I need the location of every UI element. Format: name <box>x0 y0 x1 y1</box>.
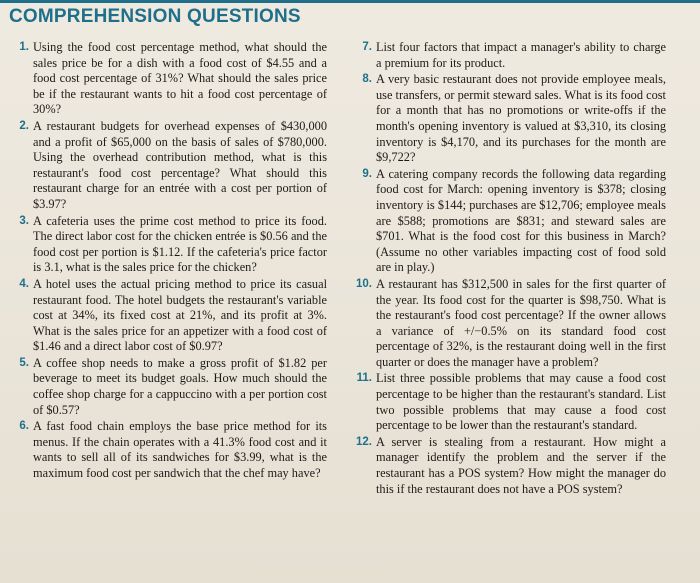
question-text: A cafeteria uses the prime cost method to price its food. The direct labor cost for the chicken entrée is $0.56 and the food cost per portion is $1.12. If the cafeteria's price factor is 3.1, what is the sales price for the chicken? <box>33 213 327 275</box>
question-number: 6. <box>19 420 29 433</box>
question-1 <box>12 40 327 118</box>
section-heading: COMPREHENSION QUESTIONS <box>9 6 301 27</box>
left-column <box>12 40 327 483</box>
question-7 <box>353 40 666 71</box>
question-number: 3. <box>19 214 29 227</box>
question-text: A coffee shop needs to make a gross profit of $1.82 per beverage to meet its budget goals. How much should the coffee shop charge for a cappuccino with a per portion cost of $0.57? <box>33 355 327 417</box>
right-column <box>353 40 666 498</box>
question-text: A restaurant has $312,500 in sales for the first quarter of the year. Its food cost for the quarter is $98,750. What is the restaurant's food cost percentage? If the owner allows a variance of +/−0.5% on its standard food cost percentage of 32%, is the restaurant doing well in the first quarter or does the manager have a problem? <box>376 276 666 369</box>
question-2 <box>12 119 327 213</box>
question-text: List three possible problems that may cause a food cost percentage to be higher than the restaurant's standard. List two possible problems that may cause a food cost percentage to be lower than the restaurant's standard. <box>376 371 666 433</box>
question-text: A hotel uses the actual pricing method to price its casual restaurant food. The hotel budgets the restaurant's variable cost at 34%, its fixed cost at 21%, and its profit at 3%. What is the sales price for an appetizer with a food cost of $1.46 and a direct labor cost of $0.97? <box>33 276 327 354</box>
question-8 <box>353 72 666 166</box>
question-3 <box>12 214 327 276</box>
question-text: A fast food chain employs the base price method for its menus. If the chain operates with a 41.3% food cost and it wants to sell all of its sandwiches for $3.99, what is the maximum food cost per sandwich that the chef may have? <box>33 419 327 481</box>
question-text: A restaurant budgets for overhead expenses of $430,000 and a profit of $65,000 on the basis of sales of $780,000. Using the overhead contribution method, what is this restaurant's food cost percentage? What should this restaurant charge for an entrée with a cost per portion of $3.97? <box>33 118 327 211</box>
question-number: 11. <box>356 372 372 385</box>
question-number: 5. <box>19 356 29 369</box>
question-12 <box>353 435 666 497</box>
question-number: 12. <box>356 435 372 448</box>
question-number: 4. <box>19 277 29 290</box>
question-number: 7. <box>362 41 372 53</box>
question-4 <box>12 277 327 355</box>
question-number: 10. <box>356 277 372 290</box>
question-9 <box>353 167 666 276</box>
question-text: Using the food cost percentage method, what should the sales price be for a dish with a food cost of $4.55 and a food cost percentage of 31%? What should the sales price be if the restaurant wants to hit a food cost percentage of 30%? <box>33 40 327 117</box>
question-5 <box>12 356 327 418</box>
question-10 <box>353 277 666 371</box>
question-number: 1. <box>19 41 29 53</box>
question-text: A server is stealing from a restaurant. How might a manager identify the problem and the server if the restaurant has a POS system? How might the manager do this if the restaurant does not have a POS system? <box>376 434 666 496</box>
question-number: 8. <box>362 73 372 86</box>
question-text: A catering company records the following data regarding food cost for March: opening inventory is $378; closing inventory is $144; purchases are $12,706; employee meals are $588; promotions are $831; and steward sales are $701. What is the food cost for this business in March? (Assume no other variables impacting cost of food sold are in play.) <box>376 166 666 275</box>
question-6 <box>12 419 327 481</box>
top-rule <box>0 0 700 3</box>
question-11 <box>353 371 666 433</box>
question-text: List four factors that impact a manager's ability to charge a premium for its product. <box>376 40 666 70</box>
question-text: A very basic restaurant does not provide employee meals, use transfers, or permit steward sales. What is its food cost for a month that has no promotions or write-offs if the month's opening inventory is valued at $3,310, its closing inventory is $4,170, and its purchases for the month are $9,722? <box>376 72 666 165</box>
question-number: 9. <box>362 167 372 180</box>
question-number: 2. <box>19 119 29 132</box>
